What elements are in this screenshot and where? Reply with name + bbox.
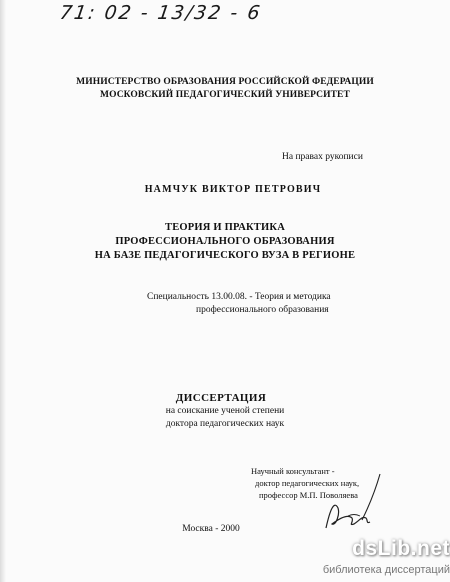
dissertation-line-2: доктора педагогических наук — [165, 419, 285, 429]
handwritten-catalog-code: 71: 02 - 13/32 - 6 — [58, 2, 264, 24]
dslib-watermark — [305, 537, 450, 582]
consultant-line-1: Научный консультант - — [251, 466, 335, 476]
ministry-line-2: МОСКОВСКИЙ ПЕДАГОГИЧЕСКИЙ УНИВЕРСИТЕТ — [100, 90, 350, 100]
dissertation-heading: ДИССЕРТАЦИЯ — [175, 392, 267, 404]
dissertation-line-1: на соискание ученой степени — [165, 406, 285, 416]
title-line-3: НА БАЗЕ ПЕДАГОГИЧЕСКОГО ВУЗА В РЕГИОНЕ — [94, 250, 356, 261]
watermark-logo: dsLib.net — [352, 537, 450, 560]
scan-edge-shadow — [0, 0, 6, 582]
watermark-subtitle: библиотека диссертаций — [322, 564, 450, 576]
ministry-line-1: МИНИСТЕРСТВО ОБРАЗОВАНИЯ РОССИЙСКОЙ ФЕДЕРАЦИИ — [76, 77, 374, 87]
manuscript-rights-note: На правах рукописи — [282, 152, 363, 162]
consultant-line-2: доктор педагогических наук, — [255, 478, 360, 488]
consultant-line-3: профессор М.П. Поволяева — [259, 490, 358, 500]
specialty-line-2: профессионального образования — [196, 305, 329, 315]
title-line-2: ПРОФЕССИОНАЛЬНОГО ОБРАЗОВАНИЯ — [115, 236, 335, 247]
title-line-1: ТЕОРИЯ И ПРАКТИКА — [165, 222, 285, 233]
specialty-line-1: Специальность 13.00.08. - Теория и методика — [147, 292, 331, 302]
place-and-year: Москва - 2000 — [182, 524, 240, 534]
author-name: НАМЧУК ВИКТОР ПЕТРОВИЧ — [144, 184, 322, 195]
